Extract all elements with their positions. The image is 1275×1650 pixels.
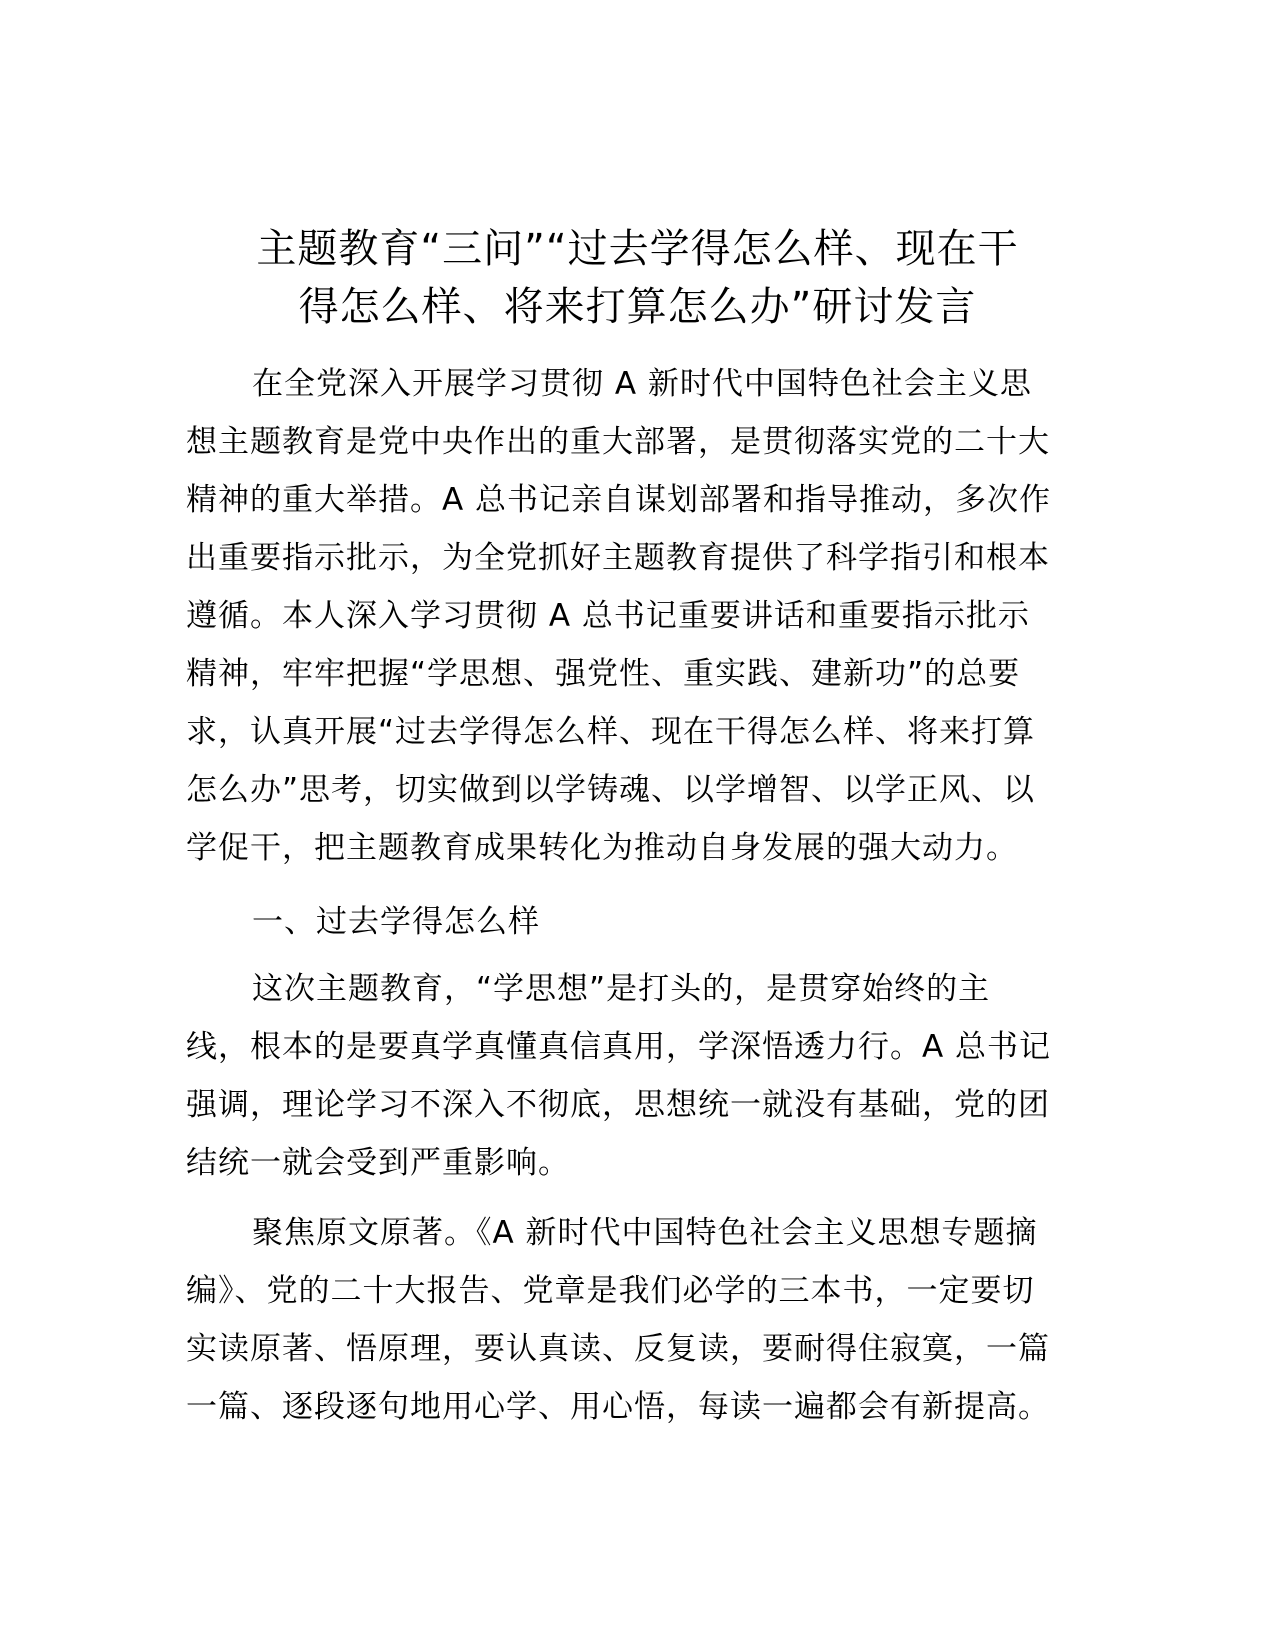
document-title — [180, 220, 1095, 336]
section-heading-text: 一、过去学得怎么样 — [252, 904, 540, 940]
title-line: 得怎么样、将来打算怎么办”研讨发言 — [298, 284, 977, 330]
paragraph-line: 强调，理论学习不深入不彻底，思想统一就没有基础，党的团 — [186, 1087, 1050, 1123]
title-line: 主题教育“三问”“过去学得怎么样、现在干 — [256, 226, 1019, 272]
paragraph-line: 聚焦原文原著。《A 新时代中国特色社会主义思想专题摘 — [252, 1215, 1038, 1251]
paragraph-line: 实读原著、悟原理，要认真读、反复读，要耐得住寂寞，一篇 — [186, 1331, 1050, 1367]
paragraph-line: 结统一就会受到严重影响。 — [186, 1145, 570, 1181]
paragraph-line: 想主题教育是党中央作出的重大部署，是贯彻落实党的二十大 — [186, 424, 1050, 460]
paragraph-line: 出重要指示批示，为全党抓好主题教育提供了科学指引和根本 — [186, 540, 1050, 576]
paragraph-line: 线，根本的是要真学真懂真信真用，学深悟透力行。A 总书记 — [186, 1029, 1052, 1065]
paragraph-line: 编》、党的二十大报告、党章是我们必学的三本书，一定要切 — [186, 1273, 1035, 1309]
paragraph-line: 怎么办”思考，切实做到以学铸魂、以学增智、以学正风、以 — [186, 772, 1036, 808]
paragraph-line: 求，认真开展“过去学得怎么样、现在干得怎么样、将来打算 — [186, 714, 1036, 750]
paragraph-line: 精神的重大举措。A 总书记亲自谋划部署和指导推动，多次作 — [186, 482, 1052, 518]
section-paragraph — [186, 1204, 1090, 1436]
paragraph-line: 这次主题教育，“学思想”是打头的，是贯穿始终的主 — [252, 971, 991, 1007]
intro-paragraph — [186, 355, 1090, 877]
paragraph-line: 一篇、逐段逐句地用心学、用心悟，每读一遍都会有新提高。 — [186, 1389, 1050, 1425]
section-paragraph — [186, 960, 1090, 1192]
paragraph-line: 在全党深入开展学习贯彻 A 新时代中国特色社会主义思 — [252, 366, 1032, 402]
paragraph-line: 学促干，把主题教育成果转化为推动自身发展的强大动力。 — [186, 830, 1018, 866]
section-heading — [186, 893, 1090, 951]
paragraph-line: 精神，牢牢把握“学思想、强党性、重实践、建新功”的总要 — [186, 656, 1021, 692]
paragraph-line: 遵循。本人深入学习贯彻 A 总书记重要讲话和重要指示批示 — [186, 598, 1030, 634]
